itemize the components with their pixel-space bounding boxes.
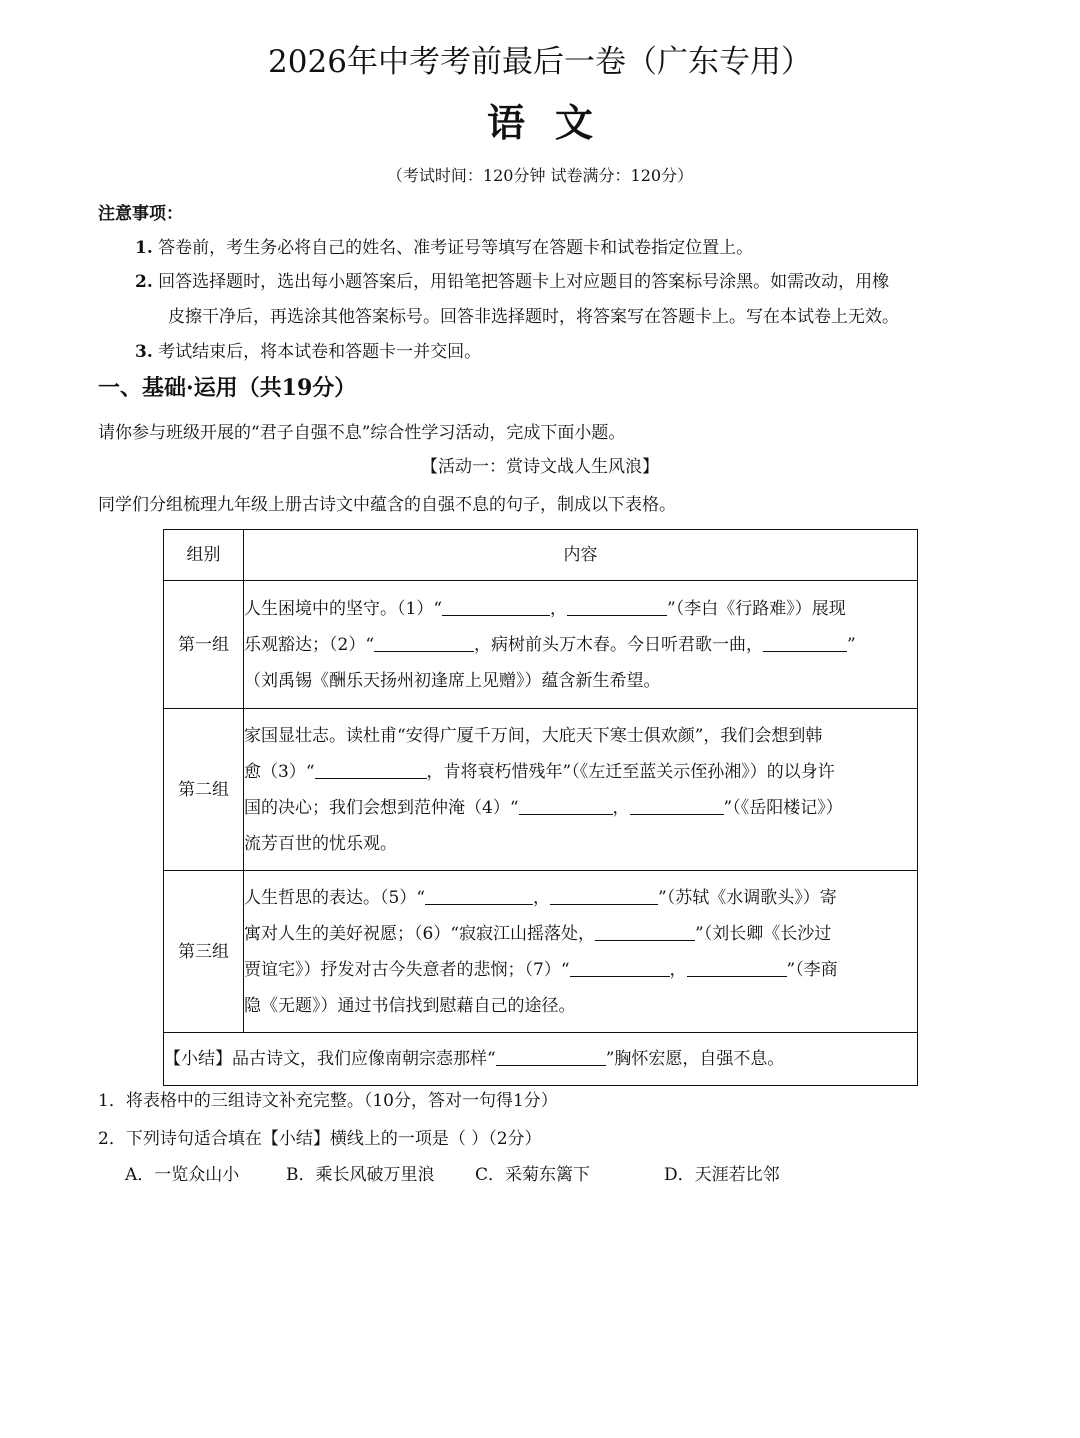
text: ”（李商 (786, 959, 838, 980)
text: 乐观豁达；（2）“ (244, 634, 375, 655)
exam-title: 2026年中考考前最后一卷（广东专用） (268, 44, 812, 80)
table-summary-row (164, 1033, 918, 1086)
poetry-table (163, 529, 918, 1086)
text: ， (533, 887, 551, 908)
question-1: 1．将表格中的三组诗文补充完整。（10分，答对一句得1分） (98, 1091, 558, 1111)
table-row (164, 709, 918, 871)
notice-heading: 注意事项： (98, 204, 183, 224)
text: （刘禹锡《酬乐天扬州初逢席上见赠》）蕴含新生希望。 (244, 670, 661, 691)
table-row (164, 581, 918, 709)
section-heading: 一、基础·运用（共19分） (98, 375, 357, 401)
text: ，肯将衰朽惜残年”（《左迁至蓝关示侄孙湘》）的以身许 (426, 761, 835, 782)
text: ， (612, 797, 630, 818)
text: 流芳百世的忧乐观。 (244, 833, 397, 854)
answer-blank[interactable] (570, 956, 670, 977)
answer-blank[interactable] (496, 1045, 606, 1066)
table-header-row (164, 530, 918, 581)
group-label: 第一组 (164, 581, 244, 709)
table-row (164, 871, 918, 1033)
text: ” (847, 634, 856, 655)
activity-intro: 同学们分组梳理九年级上册古诗文中蕴含的自强不息的句子，制成以下表格。 (98, 495, 676, 515)
group-content (244, 709, 918, 871)
text: 【小结】品古诗文，我们应像南朝宗悫那样“ (164, 1049, 496, 1069)
group-content (244, 871, 918, 1033)
question-2: 2．下列诗句适合填在【小结】横线上的一项是（ ）（2分） (98, 1129, 542, 1149)
answer-blank[interactable] (567, 595, 667, 616)
answer-blank[interactable] (442, 595, 550, 616)
answer-blank[interactable] (374, 631, 474, 652)
text: 人生哲思的表达。（5）“ (244, 887, 426, 908)
option-d[interactable]: D．天涯若比邻 (664, 1165, 780, 1185)
text: ”（苏轼《水调歌头》）寄 (658, 887, 837, 908)
answer-blank[interactable] (763, 631, 847, 652)
text: ”（《岳阳楼记》） (723, 797, 843, 818)
text: ，病树前头万木春。今日听君歌一曲， (474, 634, 764, 655)
subject-title: 语文 (486, 100, 623, 145)
group-label: 第二组 (164, 709, 244, 871)
text: 愈（3）“ (244, 761, 315, 782)
answer-blank[interactable] (425, 884, 533, 905)
text: 国的决心；我们会想到范仲淹（4）“ (244, 797, 519, 818)
notice-item-number: 3. (135, 342, 153, 362)
notice-item-number: 2. (135, 272, 153, 292)
option-a[interactable]: A．一览众山小 (125, 1165, 240, 1185)
text: 家国显壮志。读杜甫“安得广厦千万间，大庇天下寒士俱欢颜”，我们会想到韩 (244, 725, 823, 746)
text: ， (550, 598, 568, 619)
option-b[interactable]: B．乘长风破万里浪 (286, 1165, 435, 1185)
answer-blank[interactable] (315, 758, 427, 779)
text: ”胸怀宏愿，自强不息。 (605, 1049, 785, 1069)
group-content (244, 581, 918, 709)
notice-item-text: 答卷前，考生务必将自己的姓名、准考证号等填写在答题卡和试卷指定位置上。 (158, 238, 754, 258)
text: 人生困境中的坚守。（1）“ (244, 598, 443, 619)
option-c[interactable]: C．采菊东篱下 (475, 1165, 591, 1185)
notice-item-number: 1. (135, 238, 153, 258)
answer-blank[interactable] (550, 884, 658, 905)
notice-item-2 (135, 270, 889, 294)
notice-item-1 (135, 236, 753, 260)
text: ”（刘长卿《长沙过 (695, 923, 832, 944)
notice-item-2-continued: 皮擦干净后，再选涂其他答案标号。回答非选择题时，将答案写在答题卡上。写在本试卷上无效。 (168, 307, 899, 327)
notice-item-3 (135, 340, 481, 364)
text: 寓对人生的美好祝愿；（6）“寂寂江山摇落处， (244, 923, 596, 944)
summary-cell (164, 1033, 918, 1086)
answer-blank[interactable] (595, 920, 695, 941)
text: ”（李白《行路难》）展现 (667, 598, 846, 619)
header-content: 内容 (244, 530, 918, 581)
text: ， (669, 959, 687, 980)
text: 贾谊宅》）抒发对古今失意者的悲悯；（7）“ (244, 959, 570, 980)
answer-blank[interactable] (519, 794, 613, 815)
notice-item-text: 考试结束后，将本试卷和答题卡一并交回。 (158, 342, 482, 362)
activity-title: 【活动一：赏诗文战人生风浪】 (421, 457, 659, 477)
text: 隐《无题》）通过书信找到慰藉自己的途径。 (244, 995, 576, 1016)
group-label: 第三组 (164, 871, 244, 1033)
exam-info: （考试时间：120分钟 试卷满分：120分） (386, 166, 694, 185)
notice-item-text: 回答选择题时，选出每小题答案后，用铅笔把答题卡上对应题目的答案标号涂黑。如需改动，用橡 (158, 272, 890, 292)
header-group: 组别 (164, 530, 244, 581)
answer-blank[interactable] (630, 794, 724, 815)
section-intro: 请你参与班级开展的“君子自强不息”综合性学习活动，完成下面小题。 (98, 423, 626, 443)
answer-blank[interactable] (687, 956, 787, 977)
